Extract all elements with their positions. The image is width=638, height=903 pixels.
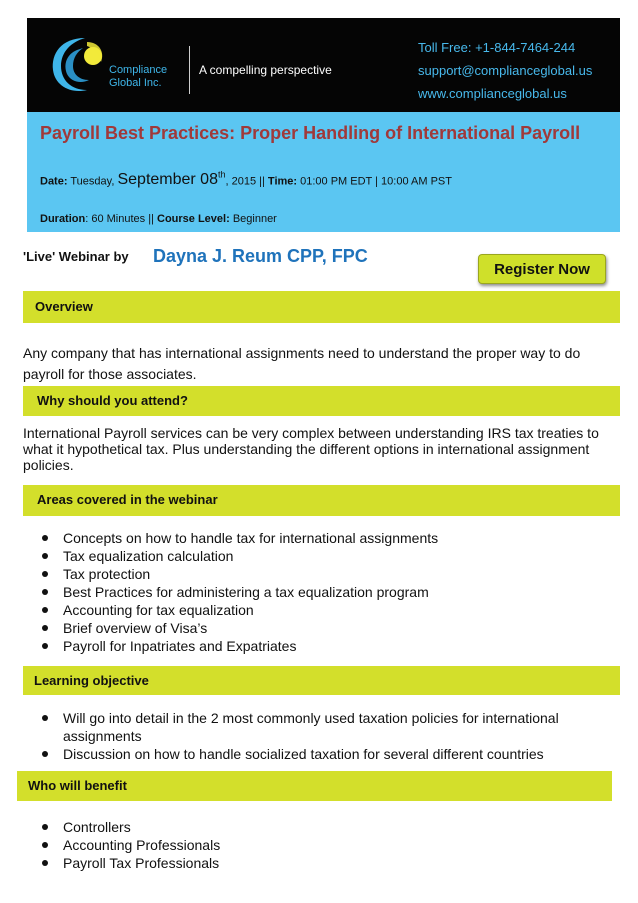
learning-objective-heading: Learning objective: [34, 673, 149, 688]
list-item: Will go into detail in the 2 most commonly used taxation policies for international assignments: [40, 709, 610, 745]
time-value: 01:00 PM EDT | 10:00 AM PST: [300, 175, 452, 188]
who-will-benefit-heading-bar: [17, 771, 612, 801]
list-item: Best Practices for administering a tax equalization program: [40, 583, 610, 601]
course-title-box: [27, 112, 620, 232]
learning-objective-heading-bar: [23, 666, 620, 695]
toll-free-number: Toll Free: +1-844-7464-244: [418, 40, 576, 55]
list-item: Tax protection: [40, 565, 610, 583]
overview-text: Any company that has international assignments need to understand the proper way to do payroll for those associates.: [23, 345, 581, 382]
list-item: Payroll Tax Professionals: [40, 854, 610, 872]
overview-heading: Overview: [35, 299, 93, 314]
compliance-global-logo-icon: [47, 32, 107, 96]
website-link[interactable]: www.complianceglobal.us: [418, 86, 567, 101]
tagline: A compelling perspective: [199, 63, 332, 77]
date-weekday: Tuesday,: [70, 175, 115, 188]
logo-divider: [189, 46, 190, 94]
list-item: Concepts on how to handle tax for international assignments: [40, 529, 610, 547]
time-label: Time:: [267, 175, 298, 188]
list-item: Brief overview of Visa’s: [40, 619, 610, 637]
date-year: , 2015 ||: [225, 175, 265, 188]
list-item: Discussion on how to handle socialized taxation for several different countries: [40, 745, 610, 763]
date-month-day: [117, 171, 225, 188]
who-will-benefit-heading: Who will benefit: [28, 778, 127, 793]
list-item: Accounting Professionals: [40, 836, 610, 854]
list-item: Tax equalization calculation: [40, 547, 610, 565]
why-attend-heading-bar: [23, 386, 620, 416]
areas-covered-heading: Areas covered in the webinar: [37, 492, 218, 507]
areas-covered-list: [40, 529, 610, 655]
why-attend-text: International Payroll services can be very complex between understanding IRS tax treaties to what it hypothetical tax. Plus understanding the different options in international assignment policies.: [23, 425, 599, 473]
logo-wordmark: [109, 64, 189, 90]
areas-covered-heading-bar: [23, 485, 620, 516]
date-suffix: th: [217, 170, 226, 180]
learning-objective-list: [40, 709, 610, 763]
who-will-benefit-list: [40, 818, 610, 872]
date-month-day-text: September 08: [117, 171, 218, 189]
list-item: Accounting for tax equalization: [40, 601, 610, 619]
course-level-value: Beginner: [232, 213, 277, 225]
course-level-label: Course Level:: [157, 213, 230, 225]
support-email-link[interactable]: support@complianceglobal.us: [418, 63, 593, 78]
logo-name-line1: Compliance: [109, 64, 168, 76]
duration-label: Duration: [40, 213, 86, 225]
overview-heading-bar: [23, 291, 620, 323]
date-label: Date:: [40, 175, 68, 188]
live-webinar-label: 'Live' Webinar by: [23, 249, 129, 264]
list-item: Payroll for Inpatriates and Expatriates: [40, 637, 610, 655]
why-attend-heading: Why should you attend?: [37, 393, 188, 408]
course-title: Payroll Best Practices: Proper Handling of International Payroll: [40, 123, 581, 143]
list-item: Controllers: [40, 818, 610, 836]
register-now-button[interactable]: Register Now: [478, 254, 606, 284]
duration-value: : 60 Minutes ||: [85, 213, 154, 225]
duration-level-line: [40, 213, 277, 225]
header-banner: [27, 18, 620, 112]
contact-info: [418, 36, 592, 105]
presenter-name: Dayna J. Reum CPP, FPC: [153, 246, 368, 266]
logo-name-line2: Global Inc.: [109, 77, 162, 89]
date-time-line: [40, 170, 452, 189]
